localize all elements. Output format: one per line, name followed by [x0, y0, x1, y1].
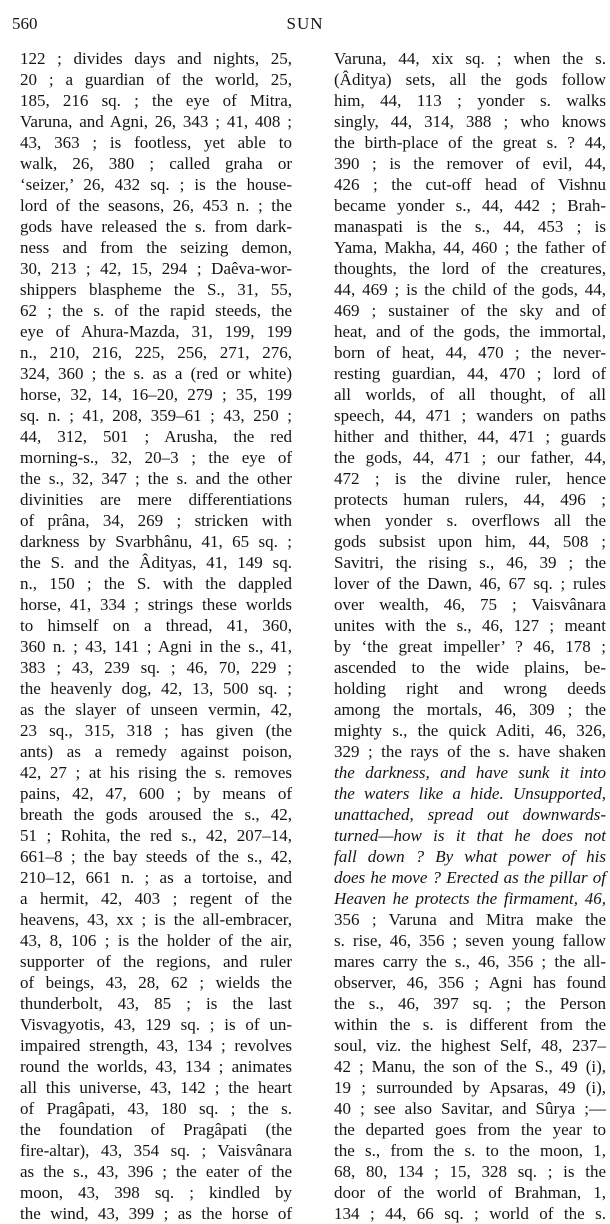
index-line: when yonder s. overflows all the: [334, 511, 606, 530]
index-line: heavens, 43, xx ; is the all-embracer,: [20, 910, 292, 929]
index-line: the foundation of Pragâpati (the: [20, 1120, 292, 1139]
index-line: sq. n. ; 41, 208, 359–61 ; 43, 250 ;: [20, 406, 292, 425]
index-line: ascended to the wide plains, be-: [334, 658, 606, 677]
index-line: 42 ; Manu, the son of the S., 49 (i),: [334, 1057, 606, 1076]
index-line: of prâna, 34, 269 ; stricken with: [20, 511, 292, 530]
index-line: manaspati is the s., 44, 453 ; is: [334, 217, 606, 236]
index-line: walk, 26, 380 ; called graha or: [20, 154, 292, 173]
index-line: hither and thither, 44, 471 ; guards: [334, 427, 606, 446]
index-line: 51 ; Rohita, the red s., 42, 207–14,: [20, 826, 292, 845]
index-line: Heaven he protects the firmament, 46,: [334, 889, 606, 908]
index-line: soul, viz. the highest Self, 48, 237–: [334, 1036, 606, 1055]
index-line: the darkness, and have sunk it into: [334, 763, 606, 782]
index-line: the waters like a hide. Unsupported,: [334, 784, 606, 803]
index-line: impaired strength, 43, 134 ; revolves: [20, 1036, 292, 1055]
index-line: heat, and of the gods, the immortal,: [334, 322, 606, 341]
index-line: door of the world of Brahman, 1,: [334, 1183, 606, 1202]
index-line: 68, 80, 134 ; 15, 328 sq. ; is the: [334, 1162, 606, 1181]
index-line: darkness by Svarbhânu, 41, 65 sq. ;: [20, 532, 292, 551]
index-line: unites with the s., 46, 127 ; meant: [334, 616, 606, 635]
index-line: the birth-place of the great s. ? 44,: [334, 133, 606, 152]
index-line: of Pragâpati, 43, 180 sq. ; the s.: [20, 1099, 292, 1118]
index-line: Varuna, and Agni, 26, 343 ; 41, 408 ;: [20, 112, 292, 131]
index-line: 472 ; is the divine ruler, hence: [334, 469, 606, 488]
index-line: 360 n. ; 43, 141 ; Agni in the s., 41,: [20, 637, 292, 656]
index-line: Savitri, the rising s., 46, 39 ; the: [334, 553, 606, 572]
index-line: n., 150 ; the S. with the dappled: [20, 574, 292, 593]
index-line: ants) as a remedy against poison,: [20, 742, 292, 761]
index-line: breath the gods aroused the s., 42,: [20, 805, 292, 824]
index-line: 383 ; 43, 239 sq. ; 46, 70, 229 ;: [20, 658, 292, 677]
index-line: as the s., 43, 396 ; the eater of the: [20, 1162, 292, 1181]
index-line: 20 ; a guardian of the world, 25,: [20, 70, 292, 89]
index-line: 210–12, 661 n. ; as a tortoise, and: [20, 868, 292, 887]
index-line: all this universe, 43, 142 ; the heart: [20, 1078, 292, 1097]
index-line: the s., from the s. to the moon, 1,: [334, 1141, 606, 1160]
index-line: the gods, 44, 471 ; our father, 44,: [334, 448, 606, 467]
index-line: singly, 44, 314, 388 ; who knows: [334, 112, 606, 131]
index-line: 43, 8, 106 ; is the holder of the air,: [20, 931, 292, 950]
index-line: among the mortals, 46, 309 ; the: [334, 700, 606, 719]
index-line: protects human rulers, 44, 496 ;: [334, 490, 606, 509]
index-line: fall down ? By what power of his: [334, 847, 606, 866]
index-columns: [20, 48, 606, 1223]
page-number: 560: [12, 14, 38, 33]
index-line: lord of the seasons, 26, 453 n. ; the: [20, 196, 292, 215]
index-line: s. rise, 46, 356 ; seven young fallow: [334, 931, 606, 950]
index-line: 44, 312, 501 ; Arusha, the red: [20, 427, 292, 446]
index-line: gods subsist upon him, 44, 508 ;: [334, 532, 606, 551]
index-line: 23 sq., 315, 318 ; has given (the: [20, 721, 292, 740]
index-line: of beings, 43, 28, 62 ; wields the: [20, 973, 292, 992]
right-column: [334, 48, 606, 1223]
index-line: 356 ; Varuna and Mitra make the: [334, 910, 606, 929]
running-header: [0, 14, 610, 42]
index-line: within the s. is different from the: [334, 1015, 606, 1034]
index-line: pains, 42, 47, 600 ; by means of: [20, 784, 292, 803]
index-line: thunderbolt, 43, 85 ; is the last: [20, 994, 292, 1013]
index-line: the s., 46, 397 sq. ; the Person: [334, 994, 606, 1013]
index-line: lover of the Dawn, 46, 67 sq. ; rules: [334, 574, 606, 593]
index-line: moon, 43, 398 sq. ; kindled by: [20, 1183, 292, 1202]
index-line: 469 ; sustainer of the sky and of: [334, 301, 606, 320]
index-line: 43, 363 ; is footless, yet able to: [20, 133, 292, 152]
index-line: became yonder s., 44, 442 ; Brah-: [334, 196, 606, 215]
index-line: ness and from the seizing demon,: [20, 238, 292, 257]
index-line: Visvagyotis, 43, 129 sq. ; is of un-: [20, 1015, 292, 1034]
index-line: 324, 360 ; the s. as a (red or white): [20, 364, 292, 383]
index-line: resting guardian, 44, 470 ; lord of: [334, 364, 606, 383]
index-line: 30, 213 ; 42, 15, 294 ; Daêva-wor-: [20, 259, 292, 278]
index-line: 62 ; the s. of the rapid steeds, the: [20, 301, 292, 320]
index-line: observer, 46, 356 ; Agni has found: [334, 973, 606, 992]
index-line: all worlds, of all thought, of all: [334, 385, 606, 404]
index-line: 661–8 ; the bay steeds of the s., 42,: [20, 847, 292, 866]
index-line: horse, 32, 14, 16–20, 279 ; 35, 199: [20, 385, 292, 404]
index-line: the S. and the Âdityas, 41, 149 sq.: [20, 553, 292, 572]
index-line: horse, 41, 334 ; strings these worlds: [20, 595, 292, 614]
index-line: ‘seizer,’ 26, 432 sq. ; is the house-: [20, 175, 292, 194]
index-line: 122 ; divides days and nights, 25,: [20, 49, 292, 68]
index-line: the wind, 43, 399 ; as the horse of: [20, 1204, 292, 1223]
index-line: born of heat, 44, 470 ; the never-: [334, 343, 606, 362]
index-line: 426 ; the cut-off head of Vishnu: [334, 175, 606, 194]
index-line: eye of Ahura-Mazda, 31, 199, 199: [20, 322, 292, 341]
index-line: does he move ? Erected as the pillar of: [334, 868, 606, 887]
index-line: 42, 27 ; at his rising the s. removes: [20, 763, 292, 782]
index-line: morning-s., 32, 20–3 ; the eye of: [20, 448, 292, 467]
index-line: mighty s., the quick Aditi, 46, 326,: [334, 721, 606, 740]
index-line: 44, 469 ; is the child of the gods, 44,: [334, 280, 606, 299]
index-line: 390 ; is the remover of evil, 44,: [334, 154, 606, 173]
index-line: the s., 32, 347 ; the s. and the other: [20, 469, 292, 488]
index-line: over wealth, 46, 75 ; Vaisvânara: [334, 595, 606, 614]
index-line: Yama, Makha, 44, 460 ; the father of: [334, 238, 606, 257]
index-line: n., 210, 216, 225, 256, 271, 276,: [20, 343, 292, 362]
index-line: mares carry the s., 46, 356 ; the all-: [334, 952, 606, 971]
index-line: 134 ; 44, 66 sq. ; world of the s.: [334, 1204, 606, 1223]
index-line: unattached, spread out downwards-: [334, 805, 606, 824]
index-line: by ‘the great impeller’ ? 46, 178 ;: [334, 637, 606, 656]
index-line: 185, 216 sq. ; the eye of Mitra,: [20, 91, 292, 110]
index-line: fire-altar), 43, 354 sq. ; Vaisvânara: [20, 1141, 292, 1160]
index-line: the departed goes from the year to: [334, 1120, 606, 1139]
index-line: divinities are mere differentiations: [20, 490, 292, 509]
left-column: [20, 48, 292, 1223]
index-line: shippers blaspheme the S., 31, 55,: [20, 280, 292, 299]
index-line: (Âditya) sets, all the gods follow: [334, 70, 606, 89]
index-line: gods have released the s. from dark-: [20, 217, 292, 236]
index-line: the heavenly dog, 42, 13, 500 sq. ;: [20, 679, 292, 698]
index-line: to himself on a thread, 41, 360,: [20, 616, 292, 635]
index-line: a hermit, 42, 403 ; regent of the: [20, 889, 292, 908]
index-line: 329 ; the rays of the s. have shaken: [334, 742, 606, 761]
index-line: supporter of the regions, and ruler: [20, 952, 292, 971]
index-line: 40 ; see also Savitar, and Sûrya ;—: [334, 1099, 606, 1118]
index-line: thoughts, the lord of the creatures,: [334, 259, 606, 278]
index-line: Varuna, 44, xix sq. ; when the s.: [334, 49, 606, 68]
index-line: him, 44, 113 ; yonder s. walks: [334, 91, 606, 110]
index-line: speech, 44, 471 ; wanders on paths: [334, 406, 606, 425]
page-title: SUN: [286, 14, 324, 33]
index-line: 19 ; surrounded by Apsaras, 49 (i),: [334, 1078, 606, 1097]
index-line: as the slayer of unseen vermin, 42,: [20, 700, 292, 719]
index-line: turned—how is it that he does not: [334, 826, 606, 845]
index-line: holding right and wrong deeds: [334, 679, 606, 698]
index-line: round the worlds, 43, 134 ; animates: [20, 1057, 292, 1076]
